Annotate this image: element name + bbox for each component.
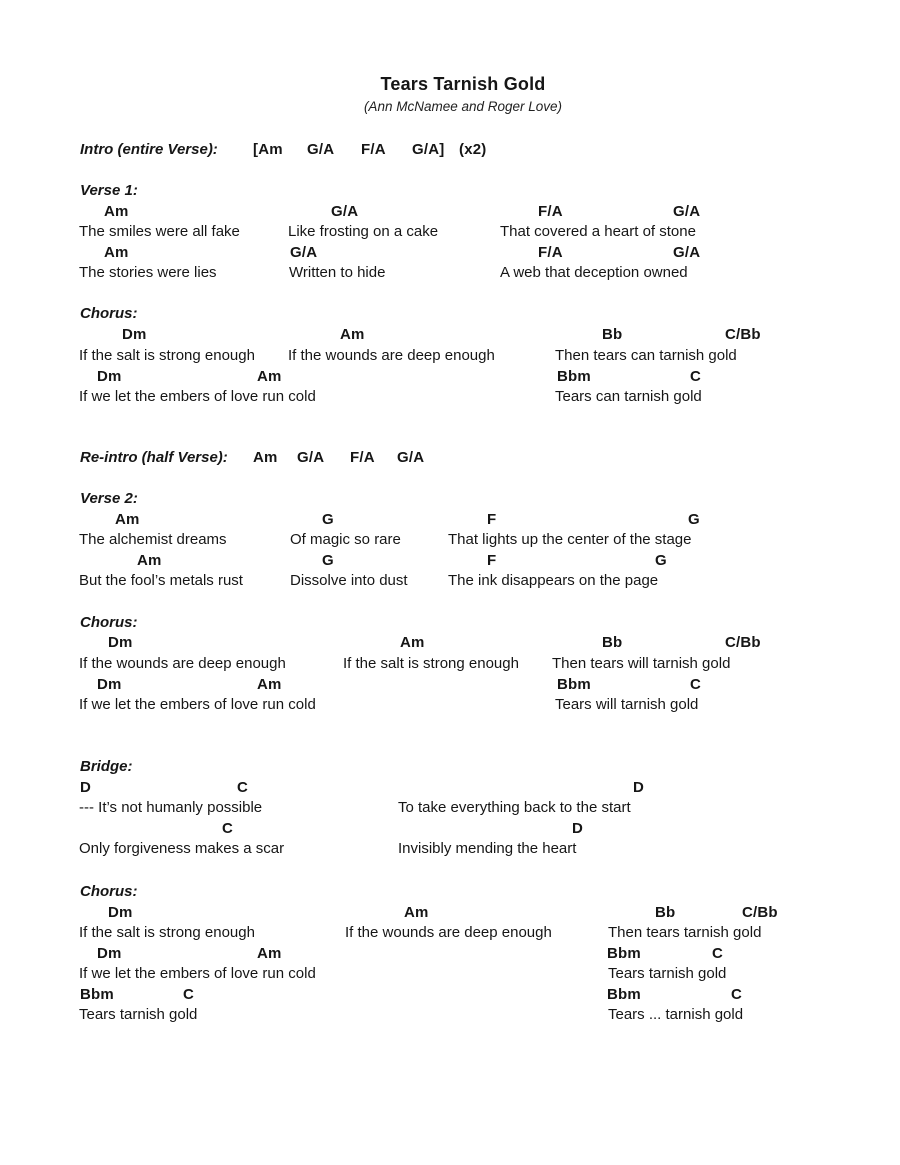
- chord-symbol: Am: [104, 244, 129, 261]
- chord-symbol: Am: [400, 634, 425, 651]
- chord-symbol: F: [487, 511, 497, 528]
- sheet-line: [0, 387, 900, 408]
- sheet-line: [0, 448, 900, 469]
- sheet-line: [0, 757, 900, 778]
- lyric-text: Tears tarnish gold: [79, 1006, 198, 1023]
- lyric-text: Written to hide: [289, 264, 386, 281]
- sheet-line: [0, 140, 900, 161]
- chord-symbol: G/A: [331, 203, 359, 220]
- chord-symbol: D: [80, 779, 92, 796]
- chord-symbol: Bbm: [607, 945, 641, 962]
- lyric-text: The ink disappears on the page: [448, 572, 659, 589]
- sheet-line: [0, 944, 900, 965]
- chord-symbol: Dm: [97, 945, 122, 962]
- chord-symbol: C: [731, 986, 743, 1003]
- lyric-text: Of magic so rare: [290, 531, 401, 548]
- chord-symbol: F/A: [361, 141, 386, 158]
- song-title: Tears Tarnish Gold: [380, 74, 546, 94]
- chord-symbol: G/A: [397, 449, 425, 466]
- lyric-text: If the salt is strong enough: [343, 655, 519, 672]
- chord-symbol: D: [633, 779, 645, 796]
- chord-symbol: Am: [115, 511, 140, 528]
- lyric-text: But the fool’s metals rust: [79, 572, 243, 589]
- chord-symbol: G: [688, 511, 700, 528]
- lyric-text: If the wounds are deep enough: [79, 655, 286, 672]
- chord-symbol: Am: [253, 449, 278, 466]
- lyric-text: Like frosting on a cake: [288, 223, 439, 240]
- lyric-text: If we let the embers of love run cold: [79, 696, 316, 713]
- chord-symbol: G/A: [297, 449, 325, 466]
- sheet-line: [0, 346, 900, 367]
- chord-symbol: Bbm: [557, 676, 591, 693]
- chord-symbol: F/A: [538, 203, 563, 220]
- lyric-text: A web that deception owned: [500, 264, 688, 281]
- chord-symbol: G: [322, 552, 334, 569]
- chord-symbol: C/Bb: [725, 326, 761, 343]
- chord-symbol: [Am: [253, 141, 283, 158]
- lyric-text: If we let the embers of love run cold: [79, 388, 316, 405]
- section-label: Bridge:: [80, 758, 133, 775]
- sheet-line: [0, 202, 900, 223]
- chord-symbol: C/Bb: [725, 634, 761, 651]
- sheet-line: [0, 964, 900, 985]
- sheet-line: [0, 304, 900, 325]
- sheet-line: [0, 243, 900, 264]
- section-label: Intro (entire Verse):: [80, 141, 218, 158]
- section-label: Chorus:: [80, 305, 138, 322]
- section-label: Chorus:: [80, 614, 138, 631]
- sheet-line: [0, 325, 900, 346]
- chord-symbol: G: [655, 552, 667, 569]
- chord-symbol: Bb: [655, 904, 676, 921]
- sheet-line: [0, 839, 900, 860]
- chord-symbol: Dm: [108, 904, 133, 921]
- lyric-text: To take everything back to the start: [398, 799, 631, 816]
- chord-symbol: G/A: [290, 244, 318, 261]
- chord-symbol: G/A: [307, 141, 335, 158]
- section-label: Verse 2:: [80, 490, 138, 507]
- chord-symbol: C: [222, 820, 234, 837]
- sheet-line: [0, 819, 900, 840]
- lyric-text: If the wounds are deep enough: [288, 347, 495, 364]
- chord-symbol: Bb: [602, 326, 623, 343]
- lyric-text: The stories were lies: [79, 264, 217, 281]
- chord-symbol: C/Bb: [742, 904, 778, 921]
- chord-symbol: Dm: [122, 326, 147, 343]
- lyric-text: Tears tarnish gold: [608, 965, 727, 982]
- chord-symbol: Dm: [97, 676, 122, 693]
- section-label: Re-intro (half Verse):: [80, 449, 228, 466]
- sheet-line: [0, 222, 900, 243]
- sheet-line: [0, 882, 900, 903]
- chord-symbol: G/A]: [412, 141, 445, 158]
- chord-symbol: C: [183, 986, 195, 1003]
- lyric-text: Then tears can tarnish gold: [555, 347, 737, 364]
- chord-symbol: Am: [257, 368, 282, 385]
- lyric-text: Only forgiveness makes a scar: [79, 840, 285, 857]
- sheet-line: [0, 571, 900, 592]
- chord-symbol: F: [487, 552, 497, 569]
- sheet-line: [0, 1005, 900, 1026]
- chord-symbol: C: [690, 676, 702, 693]
- chord-symbol: Bbm: [607, 986, 641, 1003]
- chord-symbol: Bbm: [557, 368, 591, 385]
- chord-symbol: C: [712, 945, 724, 962]
- sheet-line: [0, 489, 900, 510]
- chord-symbol: Am: [340, 326, 365, 343]
- lyric-text: If the salt is strong enough: [79, 347, 255, 364]
- chord-symbol: Am: [404, 904, 429, 921]
- sheet-line: [0, 985, 900, 1006]
- chord-symbol: F/A: [350, 449, 375, 466]
- chord-symbol: Am: [137, 552, 162, 569]
- lyric-text: Invisibly mending the heart: [398, 840, 577, 857]
- sheet-line: [0, 613, 900, 634]
- chord-symbol: F/A: [538, 244, 563, 261]
- sheet-line: [0, 367, 900, 388]
- lyric-text: That covered a heart of stone: [500, 223, 696, 240]
- chord-symbol: Am: [104, 203, 129, 220]
- sheet-line: [0, 778, 900, 799]
- sheet-line: [0, 654, 900, 675]
- chord-symbol: G/A: [673, 244, 701, 261]
- sheet-line: [0, 551, 900, 572]
- sheet-line: [0, 263, 900, 284]
- sheet-line: [0, 675, 900, 696]
- chord-symbol: (x2): [459, 141, 487, 158]
- chord-symbol: Dm: [108, 634, 133, 651]
- lyric-text: Tears will tarnish gold: [555, 696, 699, 713]
- section-label: Chorus:: [80, 883, 138, 900]
- chord-symbol: C: [237, 779, 249, 796]
- lyric-text: The alchemist dreams: [79, 531, 227, 548]
- lyric-text: If we let the embers of love run cold: [79, 965, 316, 982]
- chord-symbol: D: [572, 820, 584, 837]
- song-authors: (Ann McNamee and Roger Love): [363, 99, 563, 114]
- sheet-line: [0, 530, 900, 551]
- chord-symbol: Dm: [97, 368, 122, 385]
- lyric-text: If the wounds are deep enough: [345, 924, 552, 941]
- chord-symbol: Bbm: [80, 986, 114, 1003]
- lyric-text: That lights up the center of the stage: [448, 531, 692, 548]
- chord-symbol: Bb: [602, 634, 623, 651]
- lyric-text: Then tears tarnish gold: [608, 924, 762, 941]
- chord-symbol: G: [322, 511, 334, 528]
- sheet-line: [0, 903, 900, 924]
- lyric-text: Dissolve into dust: [290, 572, 408, 589]
- sheet-line: [0, 510, 900, 531]
- sheet-line: [0, 695, 900, 716]
- section-label: Verse 1:: [80, 182, 138, 199]
- lyric-text: --- It’s not humanly possible: [79, 799, 263, 816]
- sheet-line: [0, 181, 900, 202]
- chord-symbol: C: [690, 368, 702, 385]
- chord-symbol: G/A: [673, 203, 701, 220]
- chord-symbol: Am: [257, 676, 282, 693]
- lyric-text: Then tears will tarnish gold: [552, 655, 731, 672]
- sheet-line: [0, 633, 900, 654]
- lyric-text: Tears ... tarnish gold: [608, 1006, 744, 1023]
- lyric-text: The smiles were all fake: [79, 223, 240, 240]
- sheet-line: [0, 923, 900, 944]
- sheet-line: [0, 798, 900, 819]
- lyric-text: If the salt is strong enough: [79, 924, 255, 941]
- chord-symbol: Am: [257, 945, 282, 962]
- lyric-text: Tears can tarnish gold: [555, 388, 702, 405]
